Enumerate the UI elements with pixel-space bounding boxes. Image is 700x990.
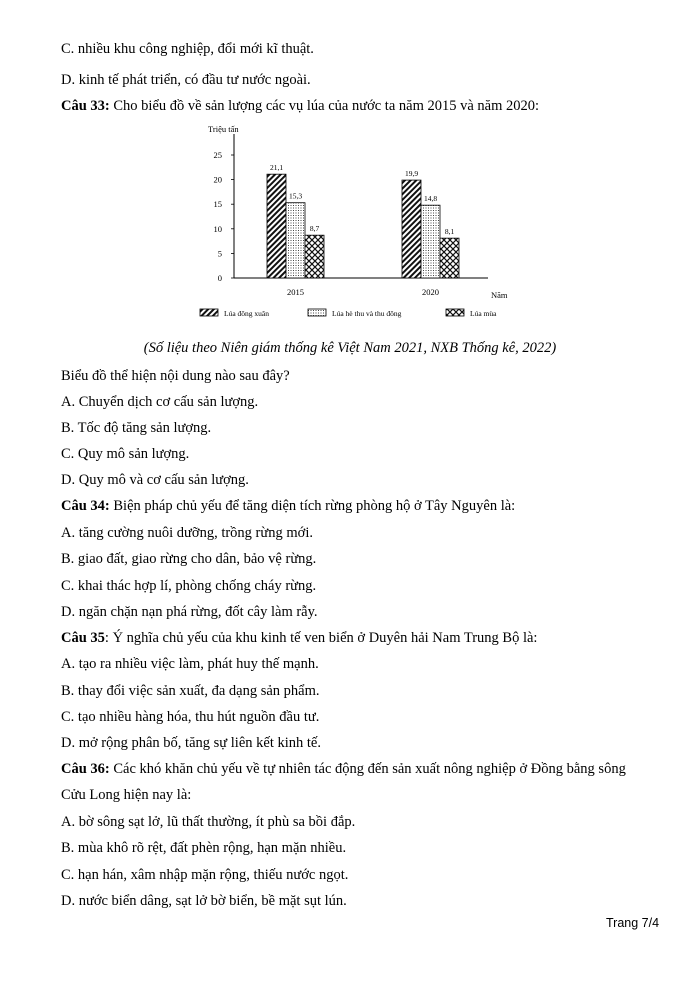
bar-value-label: 8,1	[444, 227, 455, 237]
question-35-option-b: B. thay đổi việc sản xuất, đa dạng sản phẩm.	[61, 683, 320, 699]
y-tick-label: 0	[217, 273, 222, 283]
question-36-option-a: A. bờ sông sạt lở, lũ thất thường, ít phù sa bồi đắp.	[61, 814, 356, 830]
question-33-option-b: B. Tốc độ tăng sản lượng.	[61, 420, 212, 436]
question-36	[61, 760, 626, 778]
legend-swatch	[200, 309, 218, 316]
option-c-prev: C. nhiều khu công nghiệp, đổi mới kĩ thuật.	[61, 41, 314, 57]
question-36-option-d: D. nước biển dâng, sạt lở bờ biển, bề mặt sụt lún.	[61, 893, 347, 909]
question-36-text-cont: Cửu Long hiện nay là:	[61, 787, 192, 803]
question-36-text: Các khó khăn chủ yếu về tự nhiên tác động đến sản xuất nông nghiệp ở Đồng bằng sông	[109, 761, 626, 777]
x-tick-label: 2020	[422, 287, 439, 297]
bar	[402, 180, 421, 278]
question-34-label: Câu 34:	[61, 498, 110, 514]
question-33-option-c: C. Quy mô sản lượng.	[61, 446, 190, 462]
question-36-option-c: C. hạn hán, xâm nhập mặn rộng, thiếu nước ngọt.	[61, 867, 349, 883]
question-35-option-d: D. mở rộng phân bố, tăng sự liên kết kinh tế.	[61, 735, 321, 751]
question-35-text: : Ý nghĩa chủ yếu của khu kinh tế ven biển ở Duyên hải Nam Trung Bộ là:	[104, 630, 538, 646]
question-33	[61, 97, 539, 115]
question-33-text: Cho biểu đồ về sản lượng các vụ lúa của nước ta năm 2015 và năm 2020:	[109, 98, 540, 114]
question-33-label: Câu 33:	[61, 98, 110, 114]
y-tick-label: 10	[213, 223, 222, 234]
question-33-option-a: A. Chuyển dịch cơ cấu sản lượng.	[61, 394, 259, 410]
bar	[440, 238, 459, 278]
option-d-prev: D. kinh tế phát triển, có đầu tư nước ngoài.	[61, 72, 311, 88]
bar-value-label: 19,9	[404, 169, 419, 179]
legend-swatch	[308, 309, 326, 316]
y-tick-label: 20	[213, 174, 222, 185]
legend-swatch	[446, 309, 464, 316]
question-34-text: Biện pháp chủ yếu để tăng diện tích rừng phòng hộ ở Tây Nguyên là:	[109, 498, 516, 514]
question-35-option-c: C. tạo nhiều hàng hóa, thu hút nguồn đầu tư.	[61, 709, 320, 725]
question-35-option-a: A. tạo ra nhiều việc làm, phát huy thế mạnh.	[61, 656, 319, 672]
question-33-prompt: Biểu đồ thể hiện nội dung nào sau đây?	[61, 368, 290, 384]
bar-value-label: 14,8	[423, 194, 438, 204]
question-34-option-d: D. ngăn chặn nạn phá rừng, đốt cây làm rẫy.	[61, 604, 318, 620]
question-36-option-b: B. mùa khô rõ rệt, đất phèn rộng, hạn mặn nhiều.	[61, 840, 347, 856]
bar-value-label: 21,1	[269, 163, 284, 173]
y-tick-label: 15	[213, 199, 222, 210]
question-34-option-a: A. tăng cường nuôi dưỡng, trồng rừng mới.	[61, 525, 313, 541]
question-35-label: Câu 35	[61, 630, 105, 646]
bar-value-label: 15,3	[288, 191, 303, 201]
legend-label: Lúa đông xuân	[224, 309, 269, 318]
question-34-option-c: C. khai thác hợp lí, phòng chống cháy rừng.	[61, 578, 317, 594]
y-tick-label: 5	[217, 248, 222, 259]
y-axis-label: Triệu tấn	[208, 124, 239, 134]
x-axis-label: Năm	[491, 290, 508, 300]
x-tick-label: 2015	[287, 287, 304, 297]
question-34	[61, 497, 515, 515]
y-tick-label: 25	[213, 150, 222, 160]
question-35	[61, 629, 537, 647]
bar	[286, 203, 305, 278]
bar	[421, 205, 440, 278]
legend-label: Lúa hè thu và thu đông	[332, 309, 402, 318]
bar-value-label: 8,7	[309, 224, 320, 234]
bar	[267, 174, 286, 278]
legend-label: Lúa mùa	[470, 309, 497, 318]
bar	[305, 235, 324, 278]
question-36-label: Câu 36:	[61, 761, 110, 777]
chart-source-note: (Số liệu theo Niên giám thống kê Việt Nam 2021, NXB Thống kê, 2022)	[143, 340, 557, 356]
question-34-option-b: B. giao đất, giao rừng cho dân, bảo vệ rừng.	[61, 551, 317, 567]
question-33-option-d: D. Quy mô và cơ cấu sản lượng.	[61, 472, 249, 488]
page-number: Trang 7/4	[606, 916, 660, 930]
rice-output-bar-chart	[198, 120, 528, 330]
